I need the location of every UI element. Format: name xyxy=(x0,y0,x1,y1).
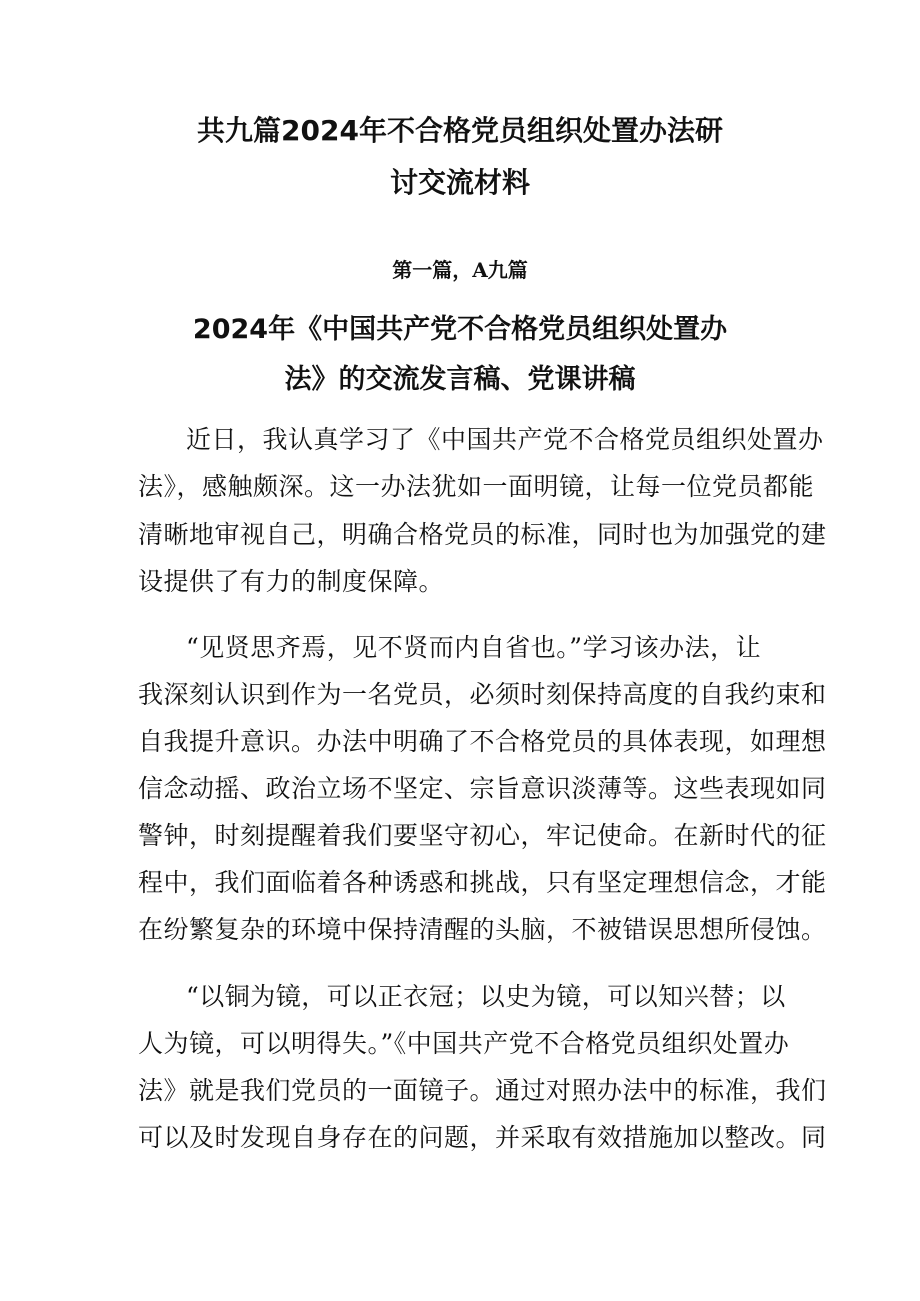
paragraph-2-line: 信念动摇、政治立场不坚定、宗旨意识淡薄等。这些表现如同 xyxy=(138,774,827,803)
paragraph-3-line: 法》就是我们党员的一面镜子。通过对照办法中的标准，我们 xyxy=(138,1076,827,1105)
paragraph-3-line: 人为镜，可以明得失。”《中国共产党不合格党员组织处置办 xyxy=(138,1029,790,1058)
paragraph-2-line: 自我提升意识。办法中明确了不合格党员的具体表现，如理想 xyxy=(138,727,827,756)
paragraph-3-line: “以铜为镜，可以正衣冠；以史为镜，可以知兴替；以 xyxy=(186,982,786,1011)
paragraph-2-line: 我深刻认识到作为一名党员，必须时刻保持高度的自我约束和 xyxy=(138,680,827,709)
document-title-line-2: 讨交流材料 xyxy=(389,166,530,199)
paragraph-1-line: 清晰地审视自己，明确合格党员的标准，同时也为加强党的建 xyxy=(138,520,827,549)
paragraph-2-line: 程中，我们面临着各种诱惑和挑战，只有坚定理想信念，才能 xyxy=(138,868,827,897)
paragraph-3-line: 可以及时发现自身存在的问题，并采取有效措施加以整改。同 xyxy=(138,1123,827,1152)
paragraph-2-line: 警钟，时刻提醒着我们要坚守初心，牢记使命。在新时代的征 xyxy=(138,821,827,850)
paragraph-1-line: 设提供了有力的制度保障。 xyxy=(138,567,445,596)
speech-title-line-2: 法》的交流发言稿、党课讲稿 xyxy=(284,364,636,395)
paragraph-2-line: “见贤思齐焉，见不贤而内自省也。”学习该办法，让 xyxy=(186,633,762,662)
paragraph-1-line: 近日，我认真学习了《中国共产党不合格党员组织处置办 xyxy=(186,425,824,454)
document-title-line-1: 共九篇2024年不合格党员组织处置办法研 xyxy=(197,114,723,147)
section-label: 第一篇，A九篇 xyxy=(392,258,528,282)
paragraph-1-line: 法》，感触颇深。这一办法犹如一面明镜，让每一位党员都能 xyxy=(138,472,815,501)
paragraph-2-line: 在纷繁复杂的环境中保持清醒的头脑，不被错误思想所侵蚀。 xyxy=(138,915,827,944)
speech-title-line-1: 2024年《中国共产党不合格党员组织处置办 xyxy=(192,314,728,345)
